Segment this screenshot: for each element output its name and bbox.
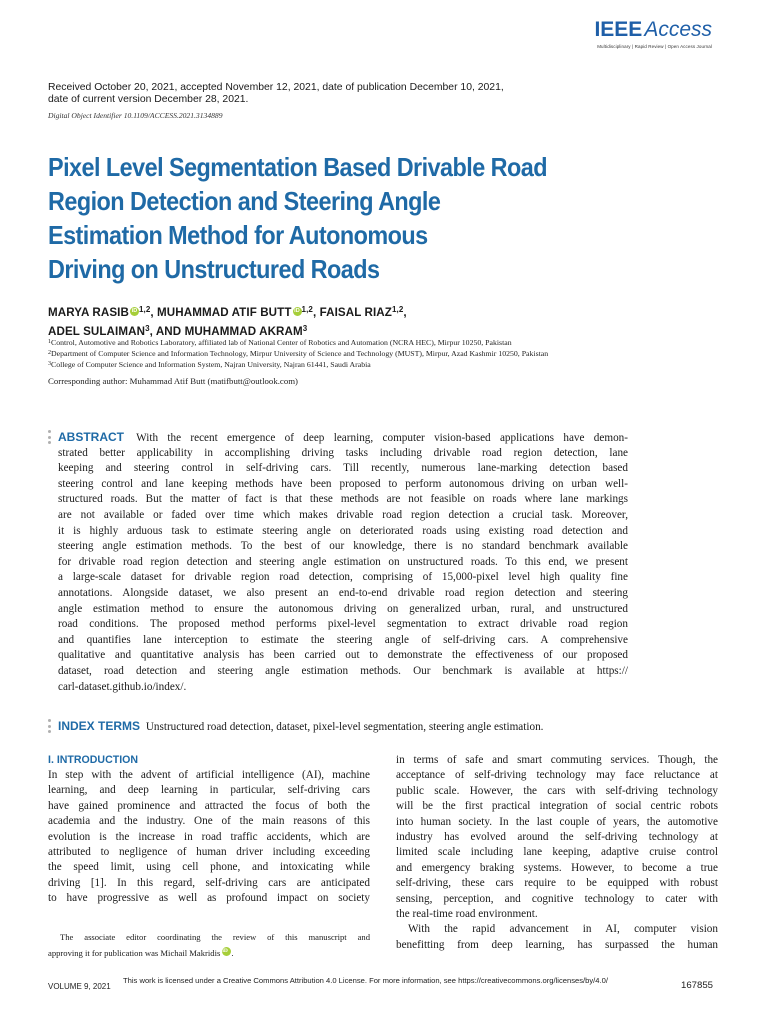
- body-line: the real-time road environment.: [396, 907, 538, 920]
- author-affil-sup: 3: [302, 324, 308, 333]
- abstract-line: structured roads. But the matter of fact is that these methods are not feasible on roads where lane markings: [58, 493, 628, 506]
- title-line: Pixel Level Segmentation Based Drivable Road: [48, 152, 548, 182]
- journal-logo: [594, 19, 712, 49]
- paper-title: [48, 150, 606, 286]
- logo-access-text: Access: [644, 18, 712, 41]
- body-line: academia and the industry. One of the main reasons of this: [48, 815, 370, 828]
- abstract-line: annotations. Alongside dataset, we also present an end-to-end drivable road region detection and steering: [58, 586, 628, 599]
- abstract-line: a large-scale dataset for drivable region road detection, comprising of 15,000-pixel level high quality fine: [58, 571, 628, 584]
- author-name: ADEL SULAIMAN: [48, 325, 146, 338]
- logo-ieee-text: IEEE: [594, 18, 643, 41]
- body-line: driving [1]. In this regard, self-driving cars are anticipated: [48, 876, 370, 889]
- footer-volume: VOLUME 9, 2021: [48, 982, 111, 991]
- author-affil-sup: 1,2: [138, 305, 151, 314]
- section-heading: I. INTRODUCTION: [48, 754, 139, 766]
- author-name: , AND MUHAMMAD AKRAM: [149, 325, 303, 338]
- corresponding-author: Corresponding author: Muhammad Atif Butt (matifbutt@outlook.com): [48, 376, 298, 386]
- page-number: 167855: [681, 980, 714, 991]
- affiliation-item: $^1$Control, Automotive and Robotics Laboratory, affiliated lab of National Center of Robotics and Automation (NCRA HEC), Mirpur 10250, Pakistan: [48, 338, 512, 347]
- abstract-link-line[interactable]: carl-dataset.github.io/index/.: [58, 680, 187, 693]
- body-line: in terms of safe and smart commuting services. Though, the: [396, 754, 718, 766]
- section-dots-icon: [48, 430, 51, 447]
- footnote-line: approving it for publication was Michail Makridis iD .: [48, 948, 234, 958]
- body-line: evolution is the increase in road traffic accidents, which are: [48, 830, 370, 843]
- author-affil-sup: 1,2: [391, 305, 404, 314]
- footer-license[interactable]: This work is licensed under a Creative Commons Attribution 4.0 License. For more information, see https://creativecommons.org/licenses/by/4.0/: [123, 976, 608, 985]
- body-line: benefitting from deep learning, has surpassed the human: [396, 938, 718, 951]
- index-terms-text: Unstructured road detection, dataset, pixel-level segmentation, steering angle estimation.: [145, 721, 544, 733]
- affiliation-item: $^2$Department of Computer Science and Information Technology, Mirpur University of Science and Technology (MUST), Mirpur, Azad Kashmir 10250, Pakistan: [48, 349, 549, 358]
- footnote-line: The associate editor coordinating the review of this manuscript and: [60, 932, 370, 942]
- abstract-heading: ABSTRACT: [58, 430, 124, 444]
- section-dots-icon: [48, 719, 51, 736]
- orcid-icon[interactable]: iD: [294, 308, 300, 314]
- body-line: In step with the advent of artificial intelligence (AI), machine: [48, 769, 370, 781]
- author-line-1: [48, 302, 407, 321]
- abstract-line: steering control and lane keeping methods have been proposed to perform autonomous driving on urban well-: [58, 477, 628, 490]
- body-line: learning, and deep learning in particular, self-driving cars: [48, 784, 370, 797]
- abstract: [58, 430, 628, 695]
- body-line: the speed limit, using cell phone, and intoxicating while: [48, 861, 370, 874]
- body-line: into human society. In the last couple of years, the automotive: [396, 815, 718, 828]
- abstract-line: ABSTRACT With the recent emergence of deep learning, computer vision-based applications have demon-: [58, 430, 628, 444]
- orcid-icon[interactable]: iD: [222, 947, 231, 956]
- logo-tagline: Multidisciplinary | Rapid Review | Open Access Journal: [597, 44, 712, 49]
- body-line: sensing, perception, and cognitive technology to cater with: [396, 892, 718, 905]
- left-column: [48, 768, 370, 907]
- author-separator: ,: [403, 306, 407, 319]
- affiliations: [48, 337, 548, 370]
- body-line: to have progressive as well as profound impact on society: [48, 892, 370, 905]
- abstract-line: for drivable road region detection and steering angle estimation on unstructured roads. To this end, we present: [58, 555, 628, 568]
- abstract-line: and quantifies lane interception to estimate the steering angle of self-driving cars. A comprehensive: [58, 633, 628, 646]
- abstract-line: keeping and steering control in self-driving cars. Till recently, numerous lane-marking detection based: [58, 462, 628, 475]
- right-column: [396, 753, 718, 953]
- author-affil-sup: 1,2: [301, 305, 313, 314]
- body-line: and emergency braking systems. However, to become a true: [396, 861, 718, 874]
- body-line: acceptance of self-driving technology may face reluctance at: [396, 769, 718, 782]
- abstract-line: road conditions. The proposed method performs pixel-level segmentation to extract drivable road region: [58, 618, 628, 631]
- orcid-icon[interactable]: iD: [131, 308, 138, 314]
- author-name: , FAISAL RIAZ: [312, 306, 392, 319]
- body-line: limited scale including lane keeping, adaptive cruise control: [396, 846, 718, 859]
- abstract-line: it is highly arduous task to estimate steering angle on deteriorated roads using existing road detection and: [58, 524, 628, 537]
- author-name: MARYA RASIB: [48, 306, 129, 319]
- index-terms: [58, 719, 543, 733]
- abstract-line: strated better applicability in accomplishing driving tasks including drivable road region detection, lane: [58, 446, 628, 459]
- editor-footnote: [48, 929, 370, 961]
- body-line: have gained prominence and attracted the focus of both the: [48, 799, 370, 812]
- title-line: Region Detection and Steering Angle: [48, 186, 441, 216]
- publication-history: [48, 82, 504, 106]
- body-line: industry has evolved around the self-driving technology at: [396, 830, 718, 843]
- abstract-line: qualitative and quantitative analysis has been carried out to demonstrate the effectiveness of our proposed: [58, 649, 628, 662]
- body-line: attributed to negligence of human driver including exceeding: [48, 845, 370, 858]
- author-name: , MUHAMMAD ATIF BUTT: [150, 306, 292, 319]
- title-line: Driving on Unstructured Roads: [48, 254, 380, 284]
- received-line-1: Received October 20, 2021, accepted November 12, 2021, date of publication December 10, 2021,: [48, 82, 504, 93]
- affiliation-item: $^3$College of Computer Science and Information System, Najran University, Najran 61441, Saudi Arabia: [48, 360, 371, 369]
- body-line: will be the first practical integration of social centric robots: [396, 800, 718, 813]
- index-terms-heading: INDEX TERMS: [58, 719, 141, 733]
- body-line: self-driving, these cars require to be equipped with robust: [396, 877, 718, 890]
- title-line: Estimation Method for Autonomous: [48, 220, 428, 250]
- author-list: [48, 302, 407, 340]
- received-line-2: date of current version December 28, 2021.: [48, 94, 249, 105]
- abstract-line: angle estimation method to ensure the autonomous driving on generalized urban, rural, and unstructured: [58, 602, 628, 615]
- abstract-line[interactable]: dataset, road detection and steering angle estimation methods. Our benchmark is available at https://: [58, 664, 628, 677]
- abstract-line: are not available or faded over time which makes drivable road region detection a crucial task. Moreover,: [58, 508, 628, 521]
- abstract-line: steering angle estimation methods. To the best of our knowledge, there is no standard benchmark available: [58, 540, 628, 553]
- author-affil-sup: 3: [145, 324, 150, 333]
- body-line: With the rapid advancement in AI, computer vision: [408, 923, 718, 936]
- body-line: public scale. However, the cars with self-driving technology: [396, 784, 718, 797]
- doi: Digital Object Identifier 10.1109/ACCESS.2021.3134889: [48, 111, 223, 120]
